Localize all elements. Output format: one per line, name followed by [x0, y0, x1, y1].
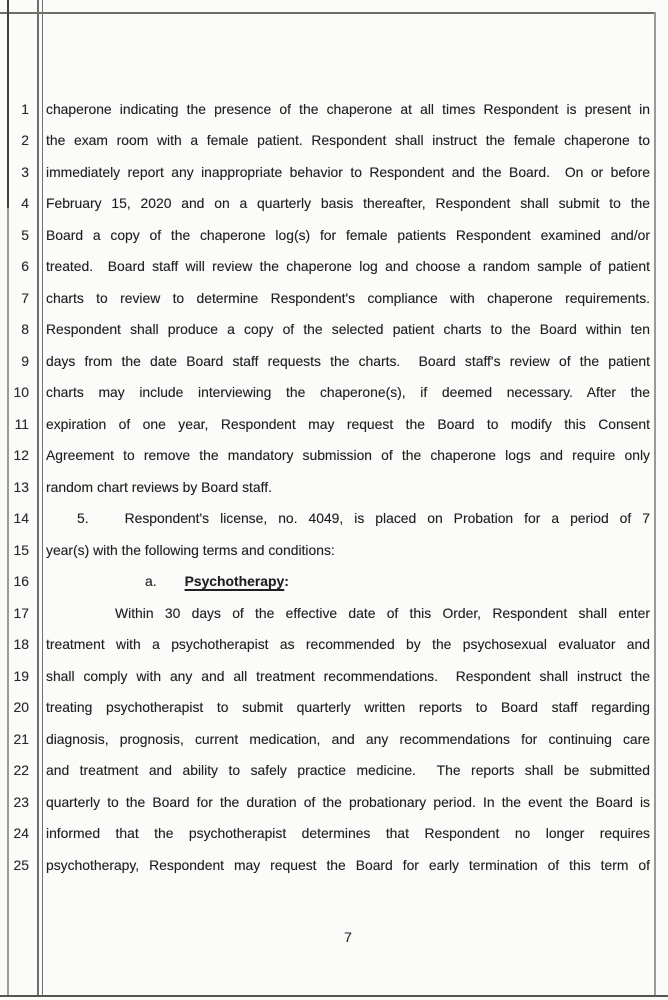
document-line: immediately report any inappropriate behavior to Respondent and the Board. On or before	[46, 163, 650, 180]
line-number: 16	[13, 573, 29, 589]
line-number: 25	[13, 856, 29, 873]
line-number: 23	[13, 793, 29, 810]
line-number: 7	[21, 289, 29, 306]
line-number: 5	[21, 226, 29, 243]
document-line: treating psychotherapist to submit quarterly written reports to Board staff regarding	[46, 699, 650, 715]
line-number: 19	[13, 667, 29, 684]
line-number: 13	[13, 478, 29, 495]
line-number: 3	[21, 163, 29, 180]
line-number: 8	[21, 321, 29, 337]
document-line: random chart reviews by Board staff.	[46, 478, 272, 495]
document-line: treatment with a psychotherapist as recommended by the psychosexual evaluator and	[46, 636, 650, 652]
pleading-double-rule-inner	[42, 0, 44, 996]
document-line: and treatment and ability to safely practice medicine. The reports shall be submitted	[46, 762, 650, 778]
document-line: chaperone indicating the presence of the chaperone at all times Respondent is present in	[46, 100, 650, 117]
line-number: 17	[13, 604, 29, 621]
document-line: the exam room with a female patient. Respondent shall instruct the female chaperone to	[46, 132, 650, 148]
line-number: 18	[13, 636, 29, 652]
paragraph-marker: 5.	[77, 510, 89, 526]
document-line: quarterly to the Board for the duration of the probationary period. In the event the Board is	[46, 793, 650, 810]
document-line: 5. Respondent's license, no. 4049, is placed on Probation for a period of 7	[77, 510, 650, 526]
line-number: 2	[21, 132, 29, 148]
line-number: 21	[13, 730, 29, 747]
line-number: 1	[21, 100, 29, 117]
tab-spacer	[157, 585, 185, 586]
pleading-double-rule-outer	[37, 0, 39, 996]
document-line: expiration of one year, Respondent may request the Board to modify this Consent	[46, 415, 650, 432]
document-line: year(s) with the following terms and conditions:	[46, 541, 335, 558]
document-line: February 15, 2020 and on a quarterly basis thereafter, Respondent shall submit to the	[46, 195, 650, 211]
line-number: 20	[13, 699, 29, 715]
document-body	[46, 94, 650, 882]
document-line: psychotherapy, Respondent may request the Board for early termination of this term of	[46, 856, 650, 873]
document-line: Within 30 days of the effective date of this Order, Respondent shall enter	[115, 604, 650, 621]
line-number: 24	[13, 825, 29, 841]
line-number: 11	[14, 415, 29, 432]
top-rule	[0, 12, 656, 14]
line-number: 14	[13, 510, 29, 526]
document-line: Agreement to remove the mandatory submission of the chaperone logs and require only	[46, 447, 650, 463]
document-line: informed that the psychotherapist determines that Respondent no longer requires	[46, 825, 650, 841]
line-number: 9	[21, 352, 29, 369]
section-heading-suffix: :	[284, 573, 289, 589]
line-number: 6	[21, 258, 29, 274]
document-line: shall comply with any and all treatment recommendations. Respondent shall instruct the	[46, 667, 650, 684]
line-number: 4	[21, 195, 29, 211]
page-number: 7	[344, 929, 352, 945]
document-line: Board a copy of the chaperone log(s) for female patients Respondent examined and/or	[46, 226, 650, 243]
line-number: 22	[13, 762, 29, 778]
document-line: diagnosis, prognosis, current medication, and any recommendations for continuing care	[46, 730, 650, 747]
tab-spacer	[89, 522, 125, 523]
line-number: 12	[13, 447, 29, 463]
bottom-rule	[0, 995, 668, 997]
document-line: treated. Board staff will review the chaperone log and choose a random sample of patient	[46, 258, 650, 274]
document-line: Respondent shall produce a copy of the selected patient charts to the Board within ten	[46, 321, 650, 337]
right-rule	[654, 12, 656, 996]
line-number-column	[0, 94, 29, 882]
line-number: 15	[13, 541, 29, 558]
paragraph-marker: a.	[145, 573, 157, 589]
document-line	[46, 566, 650, 598]
document-line: charts may include interviewing the chaperone(s), if deemed necessary. After the	[46, 384, 650, 400]
document-line: charts to review to determine Respondent's compliance with chaperone requirements.	[46, 289, 650, 306]
section-heading: Psychotherapy	[184, 573, 285, 589]
document-line: days from the date Board staff requests the charts. Board staff's review of the patient	[46, 352, 650, 369]
line-number: 10	[13, 384, 29, 400]
